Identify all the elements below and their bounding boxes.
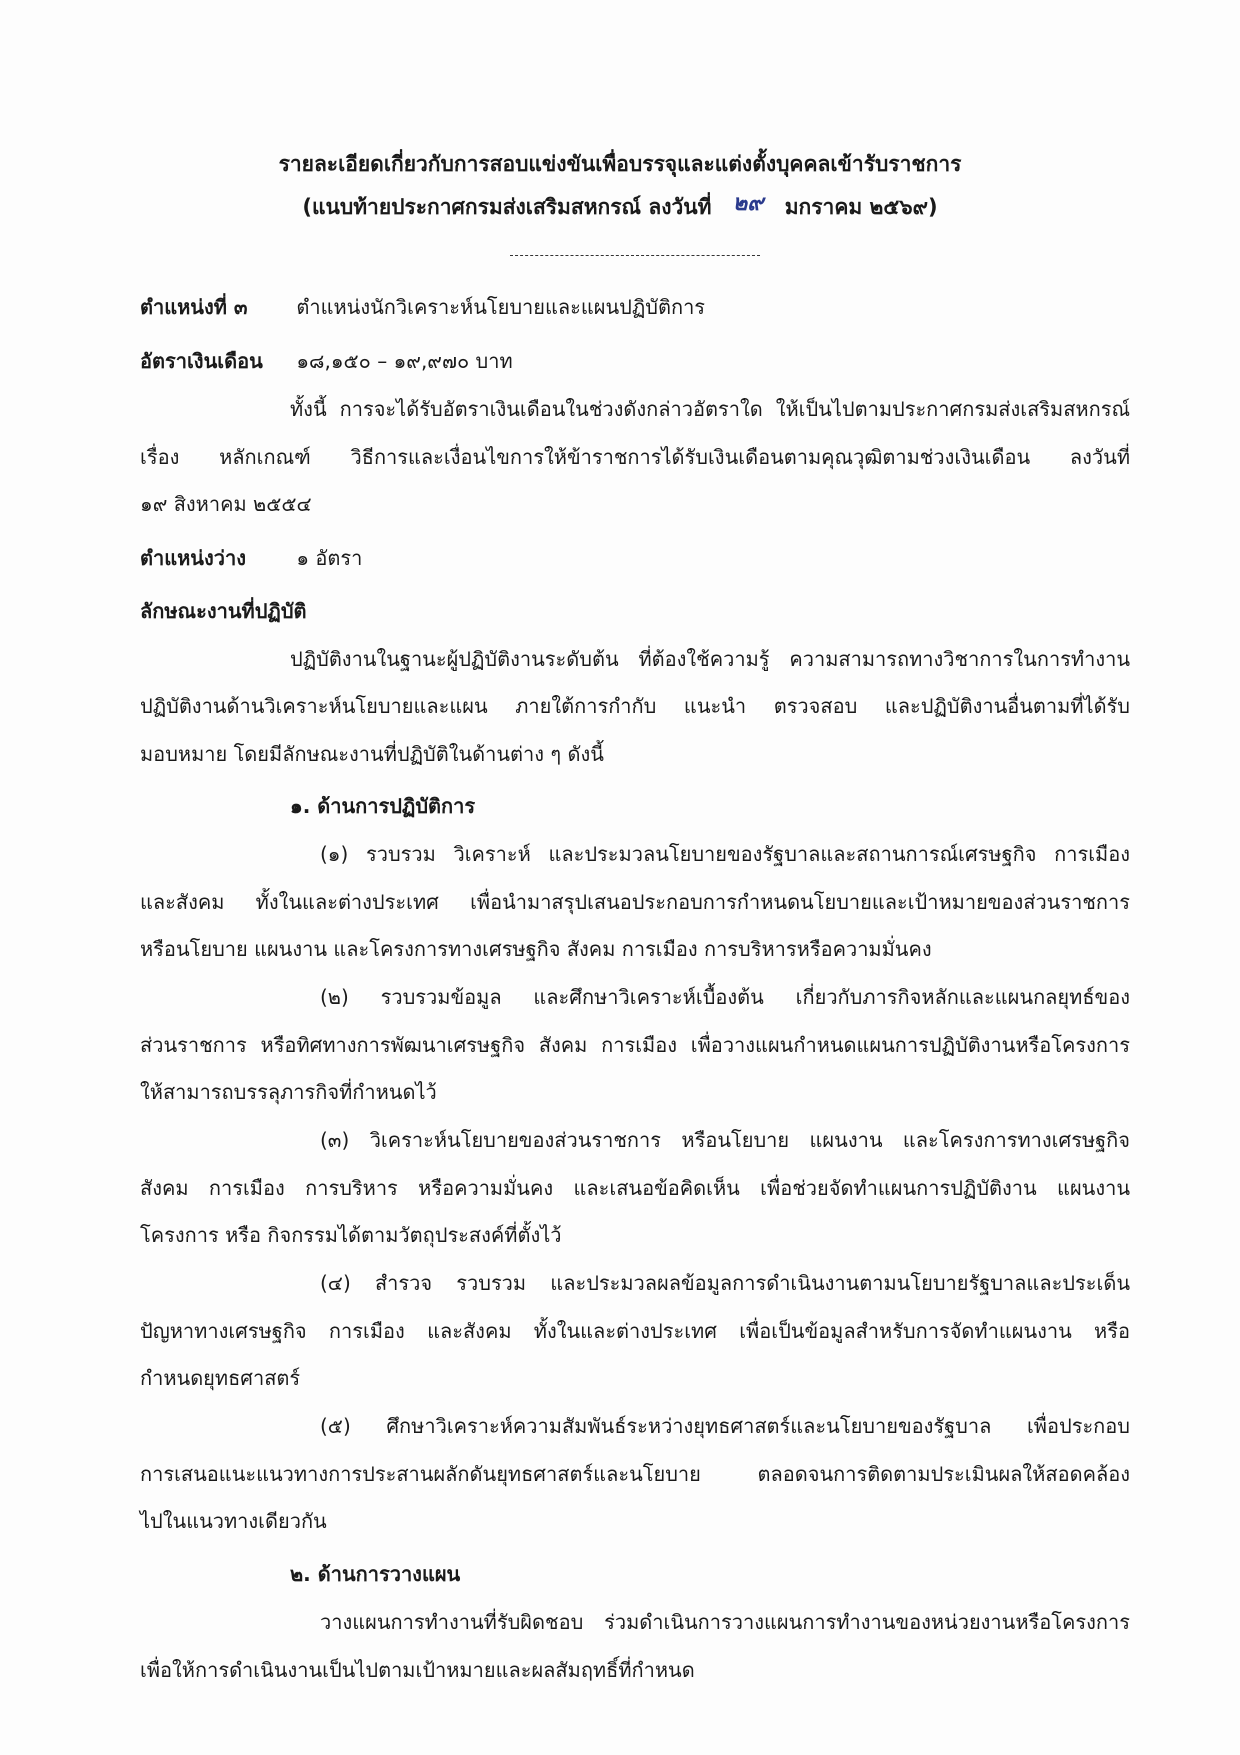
section1-item4-line-2: ปัญหาทางเศรษฐกิจ การเมือง และสังคม ทั้งในและต่างประเทศ เพื่อเป็นข้อมูลสำหรับการจัดทำแผนงาน หรือ [140, 1319, 1130, 1343]
vacancy-row [140, 544, 1130, 572]
section1-item5-line-3: ไปในแนวทางเดียวกัน [140, 1509, 327, 1533]
document-title-line-1: รายละเอียดเกี่ยวกับการสอบแข่งขันเพื่อบรรจุและแต่งตั้งบุคคลเข้ารับราชการ [278, 152, 962, 176]
section1-item4-line-1: (๔) สำรวจ รวบรวม และประมวลผลข้อมูลการดำเนินงานตามนโยบายรัฐบาลและประเด็น [320, 1271, 1130, 1295]
section1-item1-line-1: (๑) รวบรวม วิเคราะห์ และประมวลนโยบายของรัฐบาลและสถานการณ์เศรษฐกิจ การเมือง [320, 842, 1130, 866]
position-label: ตำแหน่งที่ ๓ [140, 295, 248, 319]
salary-note-line-1: ทั้งนี้ การจะได้รับอัตราเงินเดือนในช่วงดังกล่าวอัตราใด ให้เป็นไปตามประกาศกรมส่งเสริมสหกรณ์ [290, 397, 1130, 421]
section2-line-2: เพื่อให้การดำเนินงานเป็นไปตามเป้าหมายและผลสัมฤทธิ์ที่กำหนด [140, 1658, 695, 1682]
title-prefix: (แนบท้ายประกาศกรมส่งเสริมสหกรณ์ ลงวันที่ [302, 195, 712, 219]
title-divider [510, 255, 760, 256]
section1-item5-line-2: การเสนอแนะแนวทางการประสานผลักดันยุทธศาสตร์และนโยบาย ตลอดจนการติดตามประเมินผลให้สอดคล้อง [140, 1462, 1130, 1486]
section2-heading: ๒. ด้านการวางแผน [290, 1562, 461, 1586]
duties-intro-line-3: มอบหมาย โดยมีลักษณะงานที่ปฏิบัติในด้านต่าง ๆ ดังนี้ [140, 742, 604, 766]
salary-note-line-3: ๑๙ สิงหาคม ๒๕๕๔ [140, 492, 312, 516]
document-title-line-2 [0, 190, 1240, 221]
salary-note-line-2: เรื่อง หลักเกณฑ์ วิธีการและเงื่อนไขการให้ข้าราชการได้รับเงินเดือนตามคุณวุฒิตามช่วงเงินเดือน ลงวันที่ [140, 445, 1130, 469]
section2-line-1: วางแผนการทำงานที่รับผิดชอบ ร่วมดำเนินการวางแผนการทำงานของหน่วยงานหรือโครงการ [320, 1610, 1130, 1634]
position-value: ตำแหน่งนักวิเคราะห์นโยบายและแผนปฏิบัติการ [296, 295, 706, 319]
section1-item5-line-1: (๕) ศึกษาวิเคราะห์ความสัมพันธ์ระหว่างยุทธศาสตร์และนโยบายของรัฐบาล เพื่อประกอบ [320, 1414, 1130, 1438]
section1-item4-line-3: กำหนดยุทธศาสตร์ [140, 1366, 301, 1390]
section1-item1-line-2: และสังคม ทั้งในและต่างประเทศ เพื่อนำมาสรุปเสนอประกอบการกำหนดนโยบายและเป้าหมายของส่วนราชการ [140, 890, 1130, 914]
section1-item1-line-3: หรือนโยบาย แผนงาน และโครงการทางเศรษฐกิจ สังคม การเมือง การบริหารหรือความมั่นคง [140, 937, 932, 961]
section1-item2-line-1: (๒) รวบรวมข้อมูล และศึกษาวิเคราะห์เบื้องต้น เกี่ยวกับภารกิจหลักและแผนกลยุทธ์ของ [320, 985, 1130, 1009]
vacancy-label: ตำแหน่งว่าง [140, 546, 246, 570]
vacancy-value: ๑ อัตรา [296, 546, 363, 570]
salary-row [140, 347, 1130, 375]
title-suffix: มกราคม ๒๕๖๙) [784, 195, 938, 219]
section1-item3-line-1: (๓) วิเคราะห์นโยบายของส่วนราชการ หรือนโยบาย แผนงาน และโครงการทางเศรษฐกิจ [320, 1128, 1130, 1152]
position-row [140, 293, 1130, 321]
section1-item3-line-3: โครงการ หรือ กิจกรรมได้ตามวัตถุประสงค์ที่ตั้งไว้ [140, 1223, 562, 1247]
duties-intro-line-1: ปฏิบัติงานในฐานะผู้ปฏิบัติงานระดับต้น ที่ต้องใช้ความรู้ ความสามารถทางวิชาการในการทำงาน [290, 647, 1130, 671]
section1-heading: ๑. ด้านการปฏิบัติการ [290, 794, 476, 818]
section1-item3-line-2: สังคม การเมือง การบริหาร หรือความมั่นคง และเสนอข้อคิดเห็น เพื่อช่วยจัดทำแผนการปฏิบัติงาน แผนงาน [140, 1176, 1130, 1200]
salary-label: อัตราเงินเดือน [140, 349, 263, 373]
duties-intro-line-2: ปฏิบัติงานด้านวิเคราะห์นโยบายและแผน ภายใต้การกำกับ แนะนำ ตรวจสอบ และปฏิบัติงานอื่นตามที่ได้รับ [140, 694, 1130, 718]
section1-item2-line-2: ส่วนราชการ หรือทิศทางการพัฒนาเศรษฐกิจ สังคม การเมือง เพื่อวางแผนกำหนดแผนการปฏิบัติงานหรือโครงการ [140, 1033, 1130, 1057]
duties-heading: ลักษณะงานที่ปฏิบัติ [140, 599, 307, 623]
handwritten-day: ๒๙ [732, 190, 764, 216]
section1-item2-line-3: ให้สามารถบรรลุภารกิจที่กำหนดไว้ [140, 1080, 437, 1104]
salary-value: ๑๘,๑๕๐ – ๑๙,๙๗๐ บาท [296, 349, 513, 373]
